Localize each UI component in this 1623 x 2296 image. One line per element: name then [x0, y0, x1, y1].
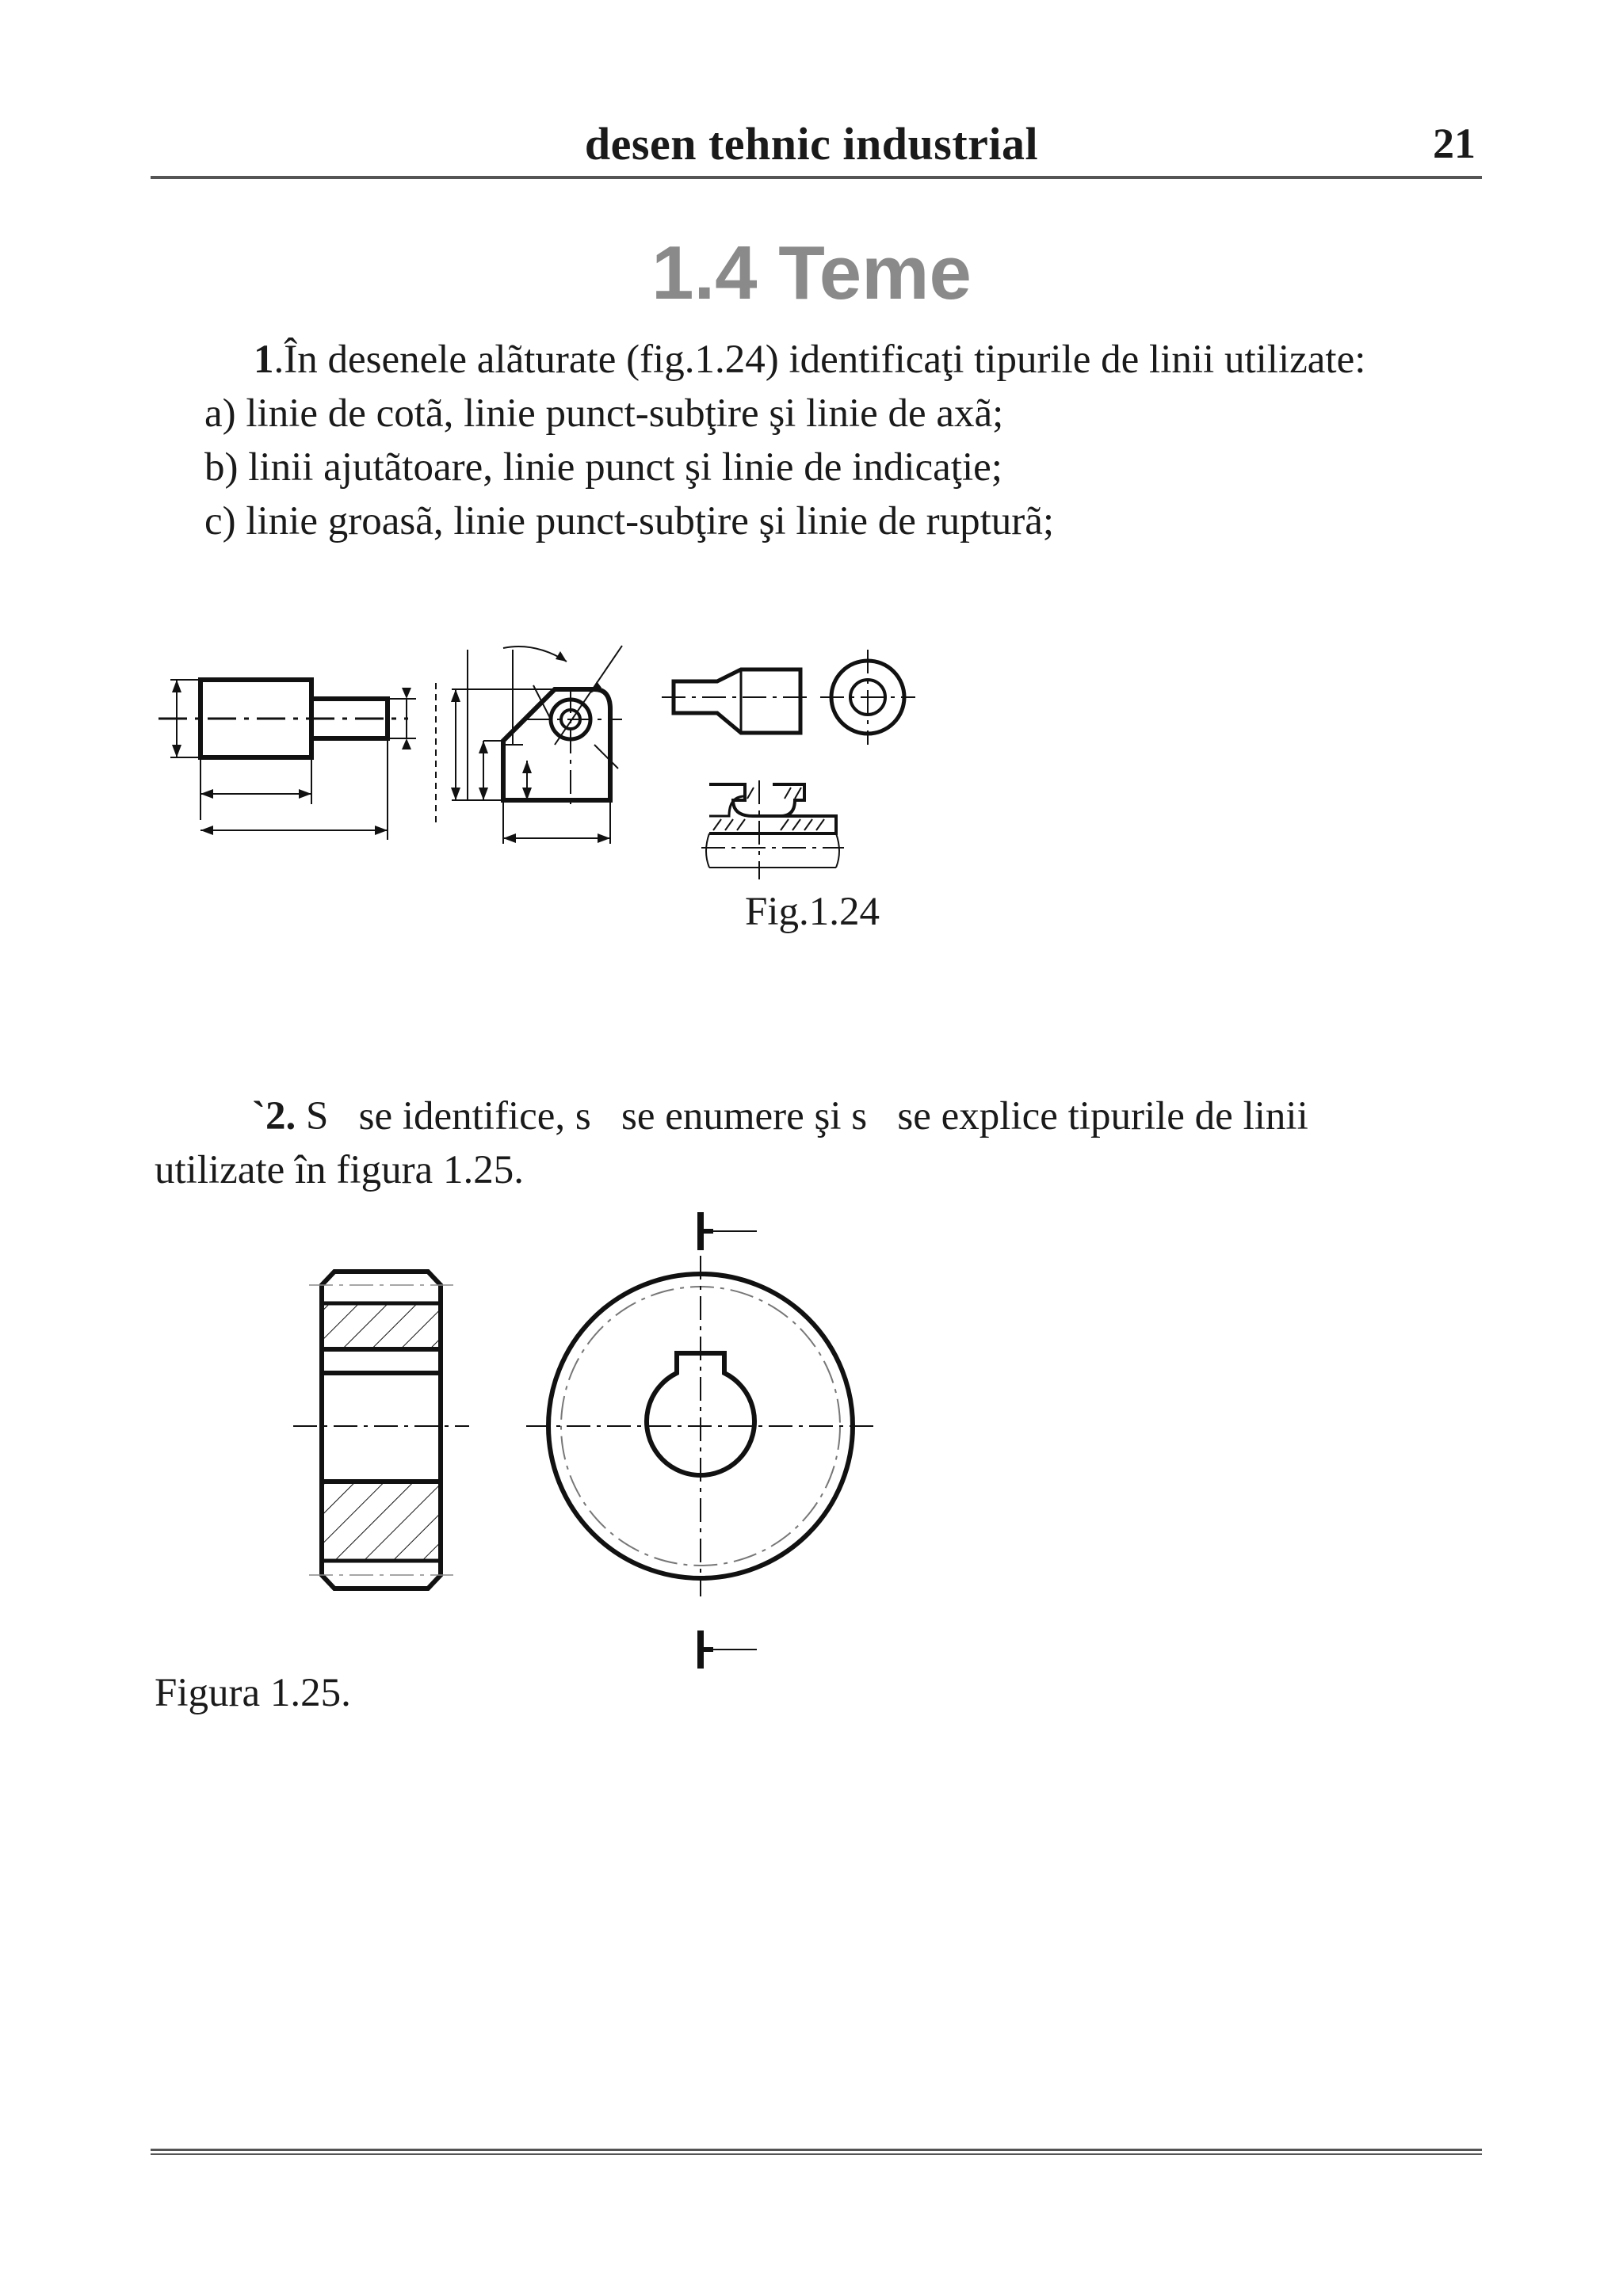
figure-1-24-caption: Fig.1.24	[745, 890, 880, 934]
task2-line2: utilizate în figura 1.25.	[155, 1148, 524, 1192]
footer-rule-bottom	[151, 2153, 1482, 2155]
task2-line1-text: S se identifice, s se enumere şi s se explice tipurile de linii	[296, 1094, 1308, 1138]
gear-side-section	[293, 1272, 469, 1589]
task1-item-b	[204, 441, 1002, 494]
item-text: linii ajutãtoare, linie punct şi linie de indicaţie;	[248, 445, 1002, 490]
angle-bracket-drawing	[436, 646, 622, 844]
item-marker: a)	[204, 391, 236, 436]
task1-item-c	[204, 494, 1054, 548]
running-title: desen tehnic industrial	[584, 118, 1039, 170]
figure-1-25-drawing	[262, 1196, 896, 1688]
ring-drawing	[820, 650, 915, 745]
task2-line1	[252, 1089, 1308, 1143]
nozzle-drawing	[662, 669, 812, 733]
page-number: 21	[1433, 120, 1476, 167]
item-text: linie groasã, linie punct-subţire şi linie de rupturã;	[246, 499, 1055, 543]
section-title: 1.4 Teme	[651, 231, 972, 315]
figure-1-24-drawings	[155, 626, 931, 911]
item-marker: c)	[204, 499, 236, 543]
welded-flange-section	[701, 780, 844, 879]
item-text: linie de cotã, linie punct-subţire şi linie de axã;	[246, 391, 1004, 436]
stepped-shaft-drawing	[158, 680, 416, 840]
task1-intro-text: .În desenele alãturate (fig.1.24) identificaţi tipurile de linii utilizate:	[273, 338, 1366, 382]
figure-1-25-caption: Figura 1.25.	[155, 1671, 351, 1715]
task1-intro	[254, 333, 1365, 387]
task2-number: `2.	[252, 1094, 296, 1138]
task1-item-a	[204, 387, 1003, 441]
gear-front-view	[526, 1256, 875, 1596]
footer-rule-top	[151, 2149, 1482, 2151]
item-marker: b)	[204, 445, 239, 490]
bracket-arrows	[451, 651, 610, 843]
header-rule	[151, 176, 1482, 179]
task1-number: 1	[254, 338, 274, 382]
